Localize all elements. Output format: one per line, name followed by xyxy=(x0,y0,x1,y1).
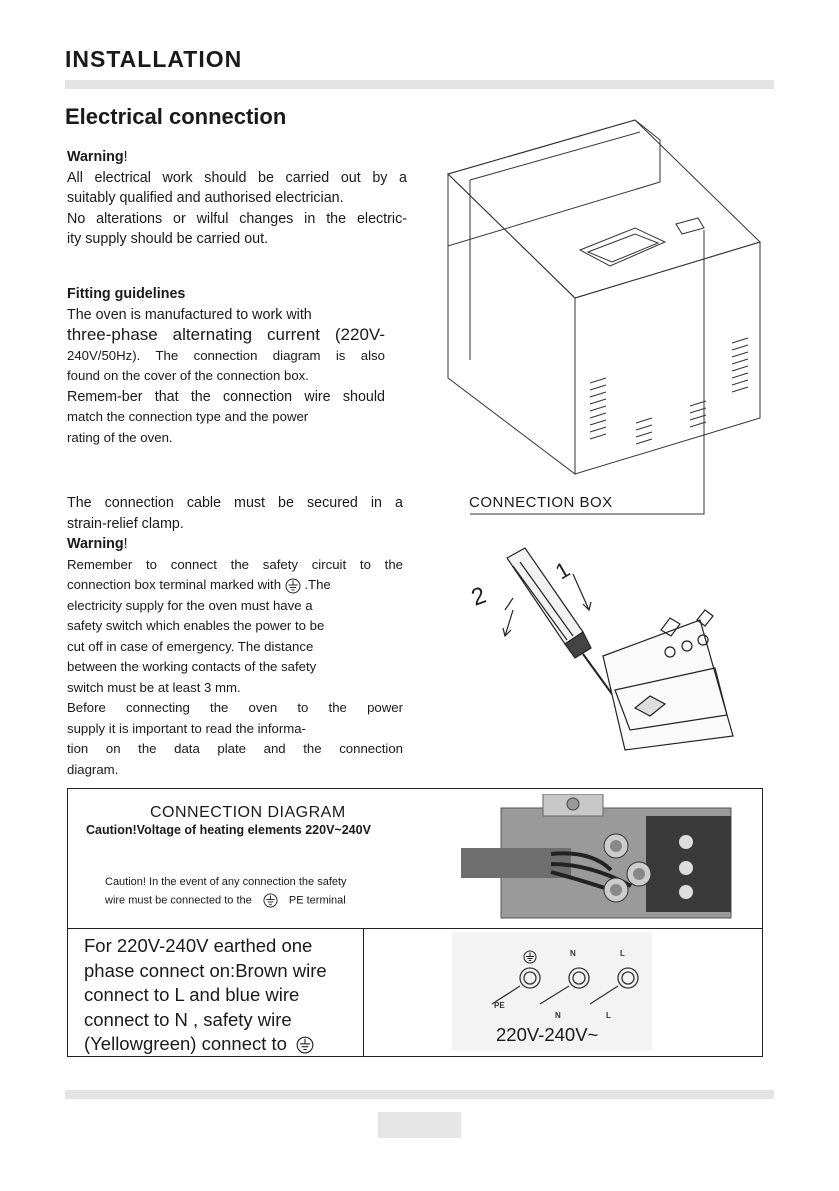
terminal-block xyxy=(603,620,733,750)
text-line: diagram. xyxy=(67,761,119,777)
text-line: ity supply should be carried out. xyxy=(67,231,269,247)
arrow-label-2: 2 xyxy=(467,581,490,612)
connection-box-lid xyxy=(676,218,704,234)
diagram-divider-vertical xyxy=(363,928,364,1057)
oven-illustration xyxy=(440,118,780,518)
oven-top-face xyxy=(448,120,760,298)
connection-box-label: CONNECTION BOX xyxy=(469,494,613,511)
vent-slots xyxy=(590,338,748,444)
text-fragment: connection box terminal marked with xyxy=(67,577,282,592)
voltage-label: 220V-240V~ xyxy=(496,1024,599,1045)
footer-divider xyxy=(65,1090,774,1099)
text-line: electricity supply for the oven must have a xyxy=(67,597,313,613)
diagram-caution: Caution!Voltage of heating elements 220V~240V xyxy=(86,823,371,837)
diagram-divider-horizontal xyxy=(67,928,763,929)
text-line: cut off in case of emergency. The distance xyxy=(67,638,314,654)
fitting-guidelines xyxy=(67,284,385,448)
page-number-box xyxy=(378,1112,461,1138)
earth-ground-icon xyxy=(285,578,301,594)
warning-label: Warning xyxy=(67,149,124,165)
text-line: found on the cover of the connection box. xyxy=(67,368,309,383)
warning-mark: ! xyxy=(123,536,128,552)
terminal-label: N xyxy=(555,1011,561,1020)
screwdriver-illustration xyxy=(465,540,755,755)
text-fragment: PE terminal xyxy=(288,894,346,907)
diagram-note-line xyxy=(105,893,346,908)
terminal-label: PE xyxy=(494,1001,505,1010)
instruction-line: phase connect on:Brown wire xyxy=(84,959,327,981)
diagram-title: CONNECTION DIAGRAM xyxy=(150,804,346,821)
warning-block-1 xyxy=(67,147,407,250)
terminal-label: L xyxy=(606,1011,611,1020)
text-line: tion on the data plate and the connection xyxy=(67,741,403,756)
arrow-label-1: 1 xyxy=(551,556,575,585)
text-line xyxy=(67,575,403,596)
warning-mark: ! xyxy=(123,149,128,165)
earth-ground-icon xyxy=(263,893,278,908)
diagram-note-line: Caution! In the event of any connection the safety xyxy=(105,876,347,888)
wiring-instructions xyxy=(84,934,327,1057)
oven-front-panel xyxy=(575,242,760,474)
terminal-top-label: N xyxy=(570,949,576,958)
text-line: Remem-ber that the connection wire should xyxy=(67,388,385,405)
text-line: safety switch which enables the power to be xyxy=(67,618,325,633)
text-line: The connection cable must be secured in a xyxy=(67,495,403,511)
fitting-title: Fitting guidelines xyxy=(67,286,186,302)
oven-left-panel xyxy=(448,174,575,474)
instruction-line: connect to N , safety wire xyxy=(84,1008,292,1030)
text-fragment: (Yellowgreen) connect to xyxy=(84,1033,287,1054)
text-line: No alterations or wilful changes in the electric- xyxy=(67,210,407,227)
text-line: All electrical work should be carried out by a xyxy=(67,169,407,186)
text-line: suitably qualified and authorised electrician. xyxy=(67,190,344,206)
header-divider xyxy=(65,80,774,89)
terminal-block-photo xyxy=(461,794,745,924)
callout-line xyxy=(470,230,704,514)
oven-top-back xyxy=(448,120,660,246)
text-fragment: .The xyxy=(300,577,331,592)
instruction-line xyxy=(84,1032,327,1057)
instruction-line: connect to L and blue wire xyxy=(84,984,300,1005)
instruction-line: For 220V-240V earthed one xyxy=(84,935,313,956)
text-line: Remember to connect the safety circuit to the xyxy=(67,556,403,572)
earth-ground-icon xyxy=(296,1036,314,1054)
oven-handle-recess xyxy=(580,228,665,266)
text-line: match the connection type and the power xyxy=(67,409,309,424)
section-title: Electrical connection xyxy=(65,104,287,129)
text-line: The oven is manufactured to work with xyxy=(67,306,312,323)
text-line: between the working contacts of the safety xyxy=(67,659,317,674)
page-title: INSTALLATION xyxy=(65,46,243,72)
text-line: Before connecting the oven to the power xyxy=(67,700,403,715)
terminal-top-label: L xyxy=(620,949,625,958)
warning-label: Warning xyxy=(67,536,124,552)
text-line: supply it is important to read the informa- xyxy=(67,720,306,736)
cable-warning-block xyxy=(67,493,403,780)
text-line: rating of the oven. xyxy=(67,429,173,445)
text-line: three-phase alternating current (220V- xyxy=(67,325,385,344)
text-fragment: wire must be connected to the xyxy=(105,894,252,907)
text-line: 240V/50Hz). The connection diagram is also xyxy=(67,347,385,363)
text-line: switch must be at least 3 mm. xyxy=(67,679,241,695)
text-line: strain-relief clamp. xyxy=(67,515,184,532)
